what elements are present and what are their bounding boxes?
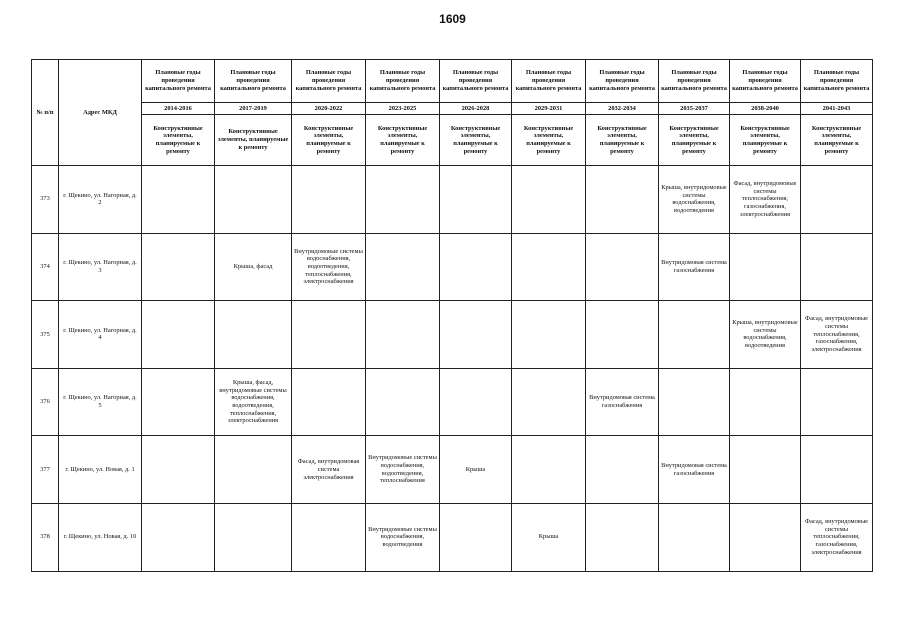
header-period-title: Плановые годы проведения капитального ремонта — [440, 60, 512, 103]
repair-elements-cell — [586, 301, 659, 369]
repair-elements-cell: Внутридомовые системы водоснабжения, водоотведения, теплоснабжения, электроснабжения — [292, 233, 366, 301]
repair-elements-cell — [801, 166, 873, 234]
repair-elements-cell: Внутридомовые системы водоснабжения, водоотведения, теплоснабжения — [366, 436, 440, 504]
repair-elements-cell — [440, 301, 512, 369]
header-period-elements: Конструктивные элементы, планируемые к ремонту — [215, 115, 292, 166]
header-period-title: Плановые годы проведения капитального ремонта — [801, 60, 873, 103]
header-period-title: Плановые годы проведения капитального ремонта — [142, 60, 215, 103]
repair-elements-cell — [292, 166, 366, 234]
row-address: г. Щекино, ул. Новая, д. 1 — [59, 436, 142, 504]
repair-elements-cell — [142, 166, 215, 234]
repair-elements-cell — [512, 368, 586, 436]
header-period-title: Плановые годы проведения капитального ремонта — [512, 60, 586, 103]
repair-elements-cell: Фасад, внутридомовая система электроснабжения — [292, 436, 366, 504]
repair-elements-cell — [142, 233, 215, 301]
header-period-title: Плановые годы проведения капитального ремонта — [366, 60, 440, 103]
table-row — [32, 368, 873, 436]
repair-elements-cell: Фасад, внутридомовые системы теплоснабжения, газоснабжения, электроснабжения — [730, 166, 801, 234]
repair-elements-cell — [366, 233, 440, 301]
repair-elements-cell — [512, 233, 586, 301]
repair-elements-cell — [586, 166, 659, 234]
repair-elements-cell — [292, 301, 366, 369]
row-number: 378 — [32, 503, 59, 571]
repair-elements-cell — [215, 503, 292, 571]
repair-elements-cell — [512, 166, 586, 234]
header-period-years: 2029-2031 — [512, 103, 586, 115]
header-period-title: Плановые годы проведения капитального ремонта — [730, 60, 801, 103]
repair-elements-cell: Крыша, фасад — [215, 233, 292, 301]
repair-elements-cell: Крыша, внутридомовые системы водоснабжения, водоотведения — [730, 301, 801, 369]
header-period-title: Плановые годы проведения капитального ремонта — [586, 60, 659, 103]
repair-elements-cell — [366, 301, 440, 369]
repair-elements-cell — [215, 166, 292, 234]
header-period-years: 2035-2037 — [659, 103, 730, 115]
repair-elements-cell — [440, 233, 512, 301]
header-address: Адрес МКД — [59, 60, 142, 166]
table-row — [32, 166, 873, 234]
row-address: г. Щекино, ул. Нагорная, д. 2 — [59, 166, 142, 234]
repair-elements-cell — [801, 233, 873, 301]
repair-elements-cell — [215, 301, 292, 369]
repair-elements-cell: Крыша — [512, 503, 586, 571]
header-period-title: Плановые годы проведения капитального ремонта — [659, 60, 730, 103]
header-period-elements: Конструктивные элементы, планируемые к ремонту — [586, 115, 659, 166]
header-period-years: 2038-2040 — [730, 103, 801, 115]
repair-elements-cell — [586, 503, 659, 571]
repair-elements-cell — [440, 368, 512, 436]
row-number: 374 — [32, 233, 59, 301]
row-number: 376 — [32, 368, 59, 436]
header-period-years: 2014-2016 — [142, 103, 215, 115]
repair-elements-cell — [292, 503, 366, 571]
repair-elements-cell — [730, 233, 801, 301]
repair-elements-cell — [142, 503, 215, 571]
repair-elements-cell: Внутридомовая система газоснабжения — [586, 368, 659, 436]
repair-elements-cell: Крыша — [440, 436, 512, 504]
row-number: 377 — [32, 436, 59, 504]
row-address: г. Щекино, ул. Нагорная, д. 5 — [59, 368, 142, 436]
repair-elements-cell — [730, 368, 801, 436]
header-period-elements: Конструктивные элементы, планируемые к ремонту — [142, 115, 215, 166]
repair-elements-cell: Внутридомовые системы водоснабжения, водоотведения — [366, 503, 440, 571]
row-number: 375 — [32, 301, 59, 369]
row-address: г. Щекино, ул. Нагорная, д. 3 — [59, 233, 142, 301]
header-period-years: 2032-2034 — [586, 103, 659, 115]
repair-elements-cell — [292, 368, 366, 436]
repair-elements-cell — [730, 436, 801, 504]
header-period-years: 2026-2028 — [440, 103, 512, 115]
repair-elements-cell — [440, 503, 512, 571]
table-row — [32, 436, 873, 504]
repair-elements-cell — [366, 166, 440, 234]
header-number: № п/п — [32, 60, 59, 166]
repair-elements-cell — [586, 233, 659, 301]
table-row — [32, 301, 873, 369]
row-number: 373 — [32, 166, 59, 234]
header-period-elements: Конструктивные элементы, планируемые к ремонту — [292, 115, 366, 166]
header-period-elements: Конструктивные элементы, планируемые к ремонту — [440, 115, 512, 166]
repair-elements-cell: Фасад, внутридомовые системы теплоснабжения, газоснабжения, электроснабжения — [801, 503, 873, 571]
repair-elements-cell: Крыша, фасад, внутридомовые системы водоснабжения, водоотведения, теплоснабжения, электроснабжения — [215, 368, 292, 436]
repair-elements-cell — [512, 436, 586, 504]
repair-elements-cell: Внутридомовая система газоснабжения — [659, 233, 730, 301]
table-row — [32, 503, 873, 571]
repair-elements-cell — [142, 368, 215, 436]
page-number: 1609 — [439, 12, 466, 26]
repair-elements-cell — [659, 301, 730, 369]
repair-elements-cell — [440, 166, 512, 234]
row-address: г. Щекино, ул. Новая, д. 10 — [59, 503, 142, 571]
header-period-title: Плановые годы проведения капитального ремонта — [215, 60, 292, 103]
header-period-elements: Конструктивные элементы, планируемые к ремонту — [366, 115, 440, 166]
repair-elements-cell: Фасад, внутридомовые системы теплоснабжения, газоснабжения, электроснабжения — [801, 301, 873, 369]
repair-elements-cell — [142, 301, 215, 369]
header-period-years: 2023-2025 — [366, 103, 440, 115]
capital-repair-table — [31, 59, 873, 572]
repair-elements-cell — [366, 368, 440, 436]
table-row — [32, 233, 873, 301]
row-address: г. Щекино, ул. Нагорная, д. 4 — [59, 301, 142, 369]
repair-elements-cell — [512, 301, 586, 369]
header-period-title: Плановые годы проведения капитального ремонта — [292, 60, 366, 103]
repair-elements-cell — [215, 436, 292, 504]
header-period-elements: Конструктивные элементы, планируемые к ремонту — [730, 115, 801, 166]
header-period-elements: Конструктивные элементы, планируемые к ремонту — [512, 115, 586, 166]
header-period-years: 2041-2043 — [801, 103, 873, 115]
header-period-elements: Конструктивные элементы, планируемые к ремонту — [801, 115, 873, 166]
repair-elements-cell — [730, 503, 801, 571]
repair-elements-cell — [586, 436, 659, 504]
header-period-elements: Конструктивные элементы, планируемые к ремонту — [659, 115, 730, 166]
header-period-years: 2017-2019 — [215, 103, 292, 115]
repair-elements-cell — [659, 503, 730, 571]
repair-elements-cell: Крыша, внутридомовые системы водоснабжения, водоотведения — [659, 166, 730, 234]
header-period-years: 2020-2022 — [292, 103, 366, 115]
repair-elements-cell — [142, 436, 215, 504]
repair-elements-cell — [801, 436, 873, 504]
repair-elements-cell: Внутридомовая система газоснабжения — [659, 436, 730, 504]
repair-elements-cell — [659, 368, 730, 436]
repair-elements-cell — [801, 368, 873, 436]
